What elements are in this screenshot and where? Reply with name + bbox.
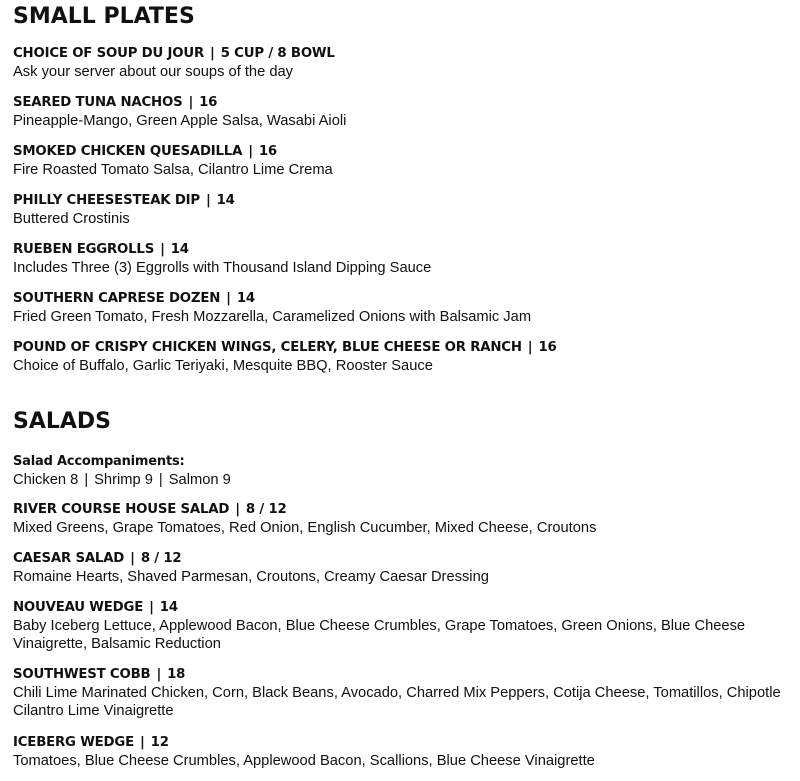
menu-item [13, 45, 800, 81]
item-price: 14 [236, 291, 255, 306]
menu-item [13, 501, 800, 537]
item-description: Includes Three (3) Eggrolls with Thousand Island Dipping Sauce [13, 260, 432, 276]
price-separator: | [527, 340, 533, 355]
item-price: 16 [258, 144, 277, 159]
item-price: 8 / 12 [245, 502, 287, 517]
accompaniments-label: Salad Accompaniments: [13, 454, 185, 469]
item-description: Romaine Hearts, Shaved Parmesan, Croutons, Creamy Caesar Dressing [13, 569, 489, 585]
item-name: RUEBEN EGGROLLS [13, 242, 155, 257]
price-separator: | [130, 551, 135, 566]
item-name: SEARED TUNA NACHOS [13, 95, 183, 110]
price-separator: | [248, 144, 253, 159]
menu-item [13, 192, 800, 228]
item-name: POUND OF CRISPY CHICKEN WINGS, CELERY, BLUE CHEESE OR RANCH [13, 340, 522, 355]
item-name: PHILLY CHEESESTEAK DIP [13, 193, 200, 208]
item-description: Chili Lime Marinated Chicken, Corn, Black Beans, Avocado, Charred Mix Peppers, Cotija Cheese, Tomatillos, Chipotle Cilantro Lime Vinaigrette [13, 685, 781, 719]
menu-item [13, 666, 800, 720]
item-name: SMOKED CHICKEN QUESADILLA [13, 144, 243, 159]
item-price: 12 [150, 735, 169, 750]
item-description: Fire Roasted Tomato Salsa, Cilantro Lime Crema [13, 162, 333, 178]
menu-item [13, 550, 800, 586]
item-price: 16 [199, 95, 218, 110]
item-description: Baby Iceberg Lettuce, Applewood Bacon, Blue Cheese Crumbles, Grape Tomatoes, Green Onions, Blue Cheese Vinaigrette, Balsamic Reduction [13, 618, 746, 652]
option-separator: | [158, 472, 163, 488]
menu-item [13, 290, 800, 326]
item-description: Fried Green Tomato, Fresh Mozzarella, Caramelized Onions with Balsamic Jam [13, 309, 532, 325]
menu-item [13, 599, 800, 653]
menu-item [13, 241, 800, 277]
item-price: 5 CUP / 8 BOWL [220, 46, 335, 61]
accompaniment-option: Shrimp 9 [94, 472, 153, 488]
item-price: 8 / 12 [140, 551, 182, 566]
item-name: SOUTHWEST COBB [13, 667, 151, 682]
item-price: 14 [159, 600, 178, 615]
option-separator: | [84, 472, 89, 488]
price-separator: | [139, 735, 145, 750]
item-price: 16 [538, 340, 557, 355]
section-title-small-plates: SMALL PLATES [13, 4, 195, 29]
price-separator: | [210, 46, 215, 61]
menu-item [13, 339, 800, 375]
item-name: ICEBERG WEDGE [13, 735, 134, 750]
item-description: Buttered Crostinis [13, 211, 130, 227]
price-separator: | [160, 242, 165, 257]
item-name: RIVER COURSE HOUSE SALAD [13, 502, 230, 517]
price-separator: | [188, 95, 194, 110]
section-title-salads: SALADS [13, 409, 112, 434]
item-price: 18 [167, 667, 186, 682]
item-description: Pineapple-Mango, Green Apple Salsa, Wasabi Aioli [13, 113, 347, 129]
price-separator: | [156, 667, 162, 682]
price-separator: | [226, 291, 231, 306]
accompaniment-option: Salmon 9 [168, 472, 231, 488]
item-description: Tomatoes, Blue Cheese Crumbles, Applewood Bacon, Scallions, Blue Cheese Vinaigrette [13, 753, 595, 769]
item-name: CAESAR SALAD [13, 551, 125, 566]
item-name: SOUTHERN CAPRESE DOZEN [13, 291, 221, 306]
item-description: Ask your server about our soups of the day [13, 64, 294, 80]
accompaniment-option: Chicken 8 [13, 472, 79, 488]
menu-item [13, 143, 800, 179]
menu-item [13, 734, 800, 770]
item-price: 14 [170, 242, 189, 257]
price-separator: | [235, 502, 240, 517]
menu-item [13, 94, 800, 130]
price-separator: | [149, 600, 154, 615]
item-description: Mixed Greens, Grape Tomatoes, Red Onion, English Cucumber, Mixed Cheese, Croutons [13, 520, 597, 536]
item-price: 14 [216, 193, 235, 208]
item-name: CHOICE OF SOUP DU JOUR [13, 46, 205, 61]
price-separator: | [205, 193, 211, 208]
item-name: NOUVEAU WEDGE [13, 600, 144, 615]
salad-accompaniments [13, 453, 800, 489]
item-description: Choice of Buffalo, Garlic Teriyaki, Mesquite BBQ, Rooster Sauce [13, 358, 433, 374]
